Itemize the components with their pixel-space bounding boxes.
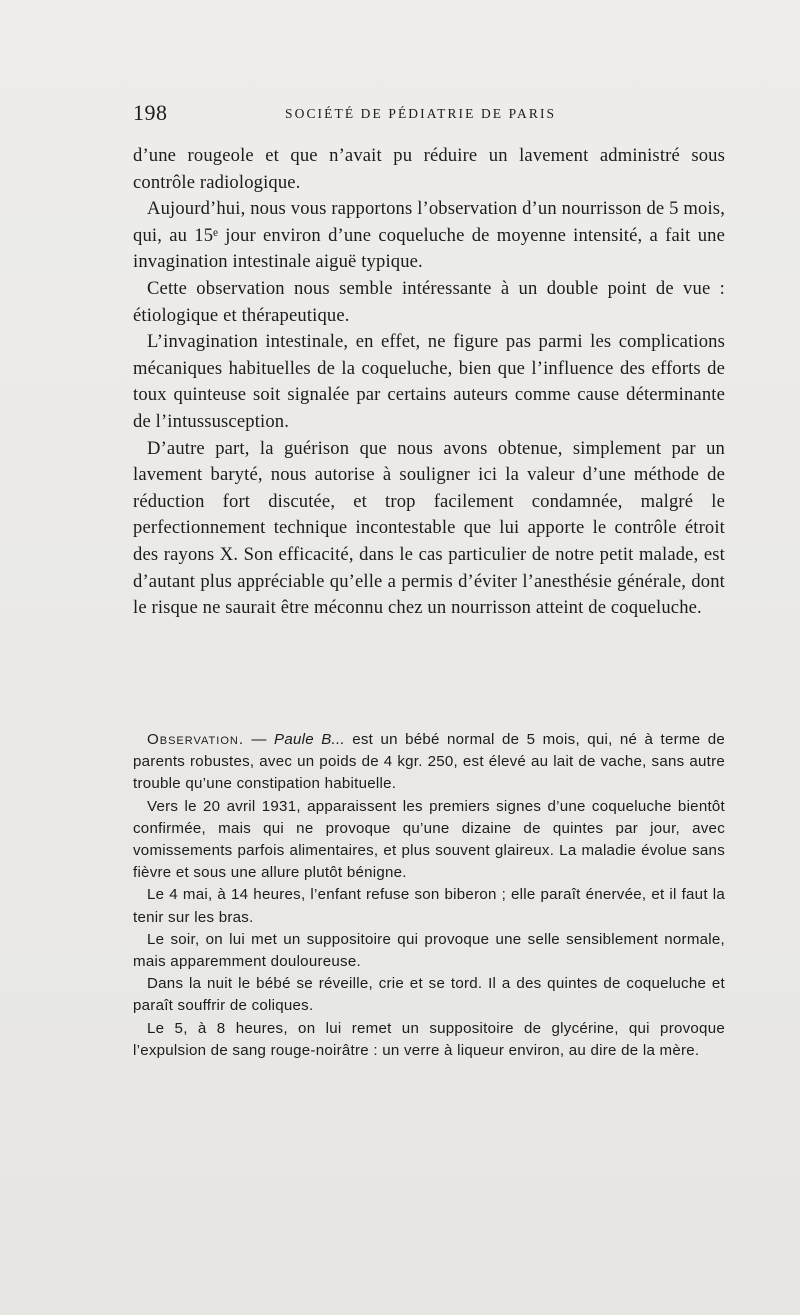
running-title: SOCIÉTÉ DE PÉDIATRIE DE PARIS (285, 106, 557, 121)
patient-name: Paule B... (274, 731, 345, 748)
paragraph-continuation: d’une rougeole et que n’avait pu réduire un lavement administré sous contrôle radiologique. (133, 145, 725, 193)
observation-paragraph: Le soir, on lui met un suppositoire qui provoque une selle sensiblement normale, mais apparemment douloureuse. (133, 930, 725, 971)
observation-section (133, 729, 725, 1062)
observation-dash: — (244, 731, 275, 748)
observation-paragraph: Le 4 mai, à 14 heures, l’enfant refuse son biberon ; elle paraît énervée, et il faut la tenir sur les bras. (133, 886, 725, 926)
paragraph: L’invagination intestinale, en effet, ne figure pas parmi les complications mécaniques habituelles de la coqueluche, bien que l’influence des efforts de toux quinteuse soit signalée par certains auteurs comme cause déterminante de l’intussusception. (133, 331, 725, 432)
paragraph: D’autre part, la guérison que nous avons obtenue, simplement par un lavement baryté, nous autorise à souligner ici la valeur d’une méthode de réduction fort discutée, et trop facilement condamnée, malgré le perfectionnement technique incontestable que lui apporte le contrôle étroit des rayons X. Son efficacité, dans le cas particulier de notre petit malade, est d’autant plus appréciable qu’elle a permis d’éviter l’anesthésie générale, dont le risque ne saurait être méconnu chez un nourrisson atteint de coqueluche. (133, 437, 725, 619)
main-text (133, 143, 725, 622)
observation-intro-text: est un bébé normal de 5 mois, qui, né à terme de parents robustes, avec un poids de 4 kgr. 250, est élevé au lait de vache, sans autre trouble qu’une constipation habituelle. (133, 731, 725, 793)
observation-paragraph: Dans la nuit le bébé se réveille, crie et se tord. Il a des quintes de coqueluche et paraît souffrir de coliques. (133, 975, 725, 1015)
page-number: 198 (133, 100, 168, 125)
paragraph: Aujourd’hui, nous vous rapportons l’observation d’un nourrisson de 5 mois, qui, au 15ᵉ jour environ d’une coqueluche de moyenne intensité, a fait une invagination intestinale aiguë typique. (133, 198, 725, 273)
observation-paragraph: Vers le 20 avril 1931, apparaissent les premiers signes d’une coqueluche bientôt confirmée, mais qui ne provoque qu’une dizaine de quintes par jour, avec vomissements parfois alimentaires, et plus souvent glaireux. La maladie évolue sans fièvre et sous une allure plutôt bénigne. (133, 797, 725, 882)
observation-intro (133, 729, 725, 796)
observation-label: Observation. (147, 731, 245, 748)
page-header (133, 100, 725, 130)
paragraph: Cette observation nous semble intéressante à un double point de vue : étiologique et thérapeutique. (133, 277, 725, 326)
observation-paragraph: Le 5, à 8 heures, on lui remet un suppositoire de glycérine, qui provoque l’expulsion de sang rouge-noirâtre : un verre à liqueur environ, au dire de la mère. (133, 1019, 725, 1059)
